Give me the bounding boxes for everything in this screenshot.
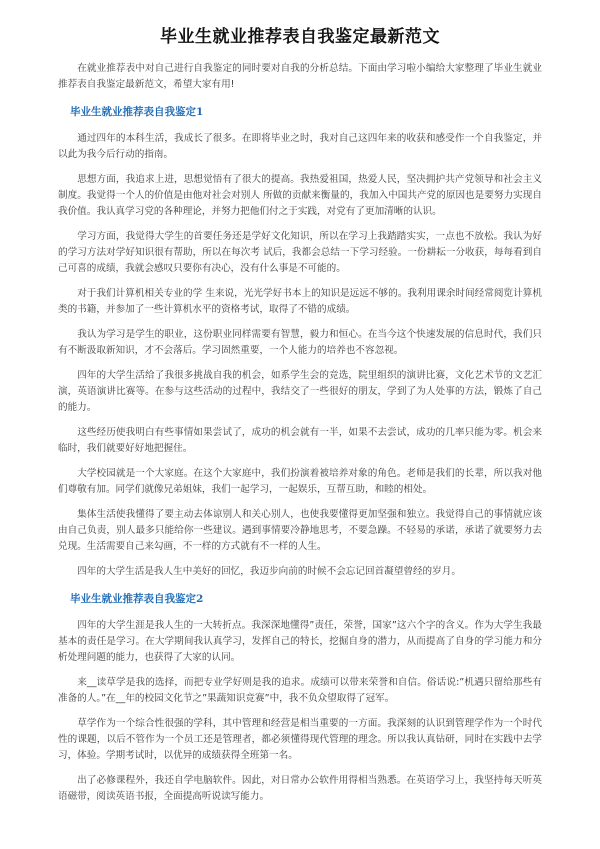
section1-paragraph: 四年的大学生活是我人生中美好的回忆，我迈步向前的时候不会忘记回首凝望曾经的岁月。 [77,566,461,577]
section1-paragraph: 我认为学习是学生的职业，这份职业同样需要有智慧，毅力和恒心。在当今这个快速发展的信息时代，我们只有不断汲取新知识，才不会落后。学习固然重要，一个人能力的培养也不容忽视。 [58,329,542,356]
intro-paragraph: 在就业推荐表中对自己进行自我鉴定的同时要对自我的分析总结。下面由学习啦小编给大家整理了毕业生就业推荐表自我鉴定最新范文，希望大家有用! [58,63,542,90]
section2-paragraph: 草学作为一个综合性很强的学科，其中管理和经营是相当重要的一方面。我深刻的认识到管理学作为一个时代性的课题，以后不管作为一个员工还是管理者，都必须懂得现代管理的理念。所以我认真钻研，同时在实践中去学习，体验。学期考试时，以优异的成绩获得全班第一名。 [58,718,542,761]
section1-paragraph: 学习方面，我觉得大学生的首要任务还是学好文化知识，所以在学习上我踏踏实实，一点也不放松。我认为好的学习方法对学好知识很有帮助，所以在每次考 试后，我都会总结一下学习经验。一份耕耘一分收获，每每看到自己可喜的成绩，我就会感叹只要你有决心，没有什么事是不可能的。 [58,231,542,274]
section1-paragraph: 大学校园就是一个大家庭。在这个大家庭中，我们扮演着被培养对象的角色。老师是我们的长辈，所以我对他们尊敬有加。同学们就像兄弟姐妹，我们一起学习，一起娱乐，互帮互助，和睦的相处。 [58,468,542,495]
section1-paragraph: 通过四年的本科生活，我成长了很多。在即将毕业之时，我对自己这四年来的收获和感受作一个自我鉴定，并以此为我今后行动的指南。 [58,133,542,160]
section1-paragraph: 这些经历使我明白有些事情如果尝试了，成功的机会就有一半，如果不去尝试，成功的几率只能为零。机会来临时，我们就要好好地把握住。 [58,427,542,454]
page-title: 毕业生就业推荐表自我鉴定最新范文 [160,27,440,47]
section2-paragraph: 四年的大学生涯是我人生的一大转折点。我深深地懂得”责任，荣誉，国家”这六个字的含义。作为大学生我最基本的责任是学习。在大学期间我认真学习，发挥自己的特长，挖掘自身的潜力，从而提高了自身的学习能力和分析处理问题的能力，也获得了大家的认同。 [58,620,542,663]
section1-paragraph: 思想方面，我追求上进，思想觉悟有了很大的提高。我热爱祖国，热爱人民，坚决拥护共产党领导和社会主义制度。我觉得一个人的价值是由他对社会对别人 所做的贡献来衡量的，我加入中国共产党的原因也是要努力实现自我价值。我认真学习党的各种理论，并努力把他们付之于实践，对党有了更加清晰的认识。 [58,174,542,217]
section-heading-1: 毕业生就业推荐表自我鉴定1 [70,106,204,118]
section1-paragraph: 四年的大学生活给了我很多挑战自我的机会，如系学生会的竞选，院里组织的演讲比赛，文化艺术节的文艺汇演，英语演讲比赛等。在参与这些活动的过程中，我结交了一些很好的朋友，学到了为人处事的方法，锻炼了自己的能力。 [58,370,542,413]
section2-paragraph: 来__读草学是我的选择，而把专业学好则是我的追求。成绩可以带来荣誉和自信。俗话说:”机遇只留给那些有准备的人。”在__年的校园文化节之”果蔬知识竞赛”中，我不负众望取得了冠军。 [58,677,542,704]
section1-paragraph: 对于我们计算机相关专业的学 生来说，光光学好书本上的知识是远远不够的。我利用课余时间经常阅览计算机类的书籍，并参加了一些计算机水平的资格考试，取得了不错的成绩。 [58,288,542,315]
section1-paragraph: 集体生活使我懂得了要主动去体谅别人和关心别人，也使我要懂得更加坚强和独立。我觉得自己的事情就应该由自己负责，别人最多只能给你一些建议。遇到事情要冷静地思考，不要急躁。不轻易的承诺，承诺了就要努力去兑现。生活需要自己来勾画，不一样的方式就有不一样的人生。 [58,509,542,552]
section-heading-2: 毕业生就业推荐表自我鉴定2 [70,593,204,605]
section2-paragraph: 出了必修课程外，我还自学电脑软件。因此，对日常办公软件用得相当熟悉。在英语学习上，我坚持每天听英语磁带，阅读英语书报，全面提高听说读写能力。 [58,775,542,802]
